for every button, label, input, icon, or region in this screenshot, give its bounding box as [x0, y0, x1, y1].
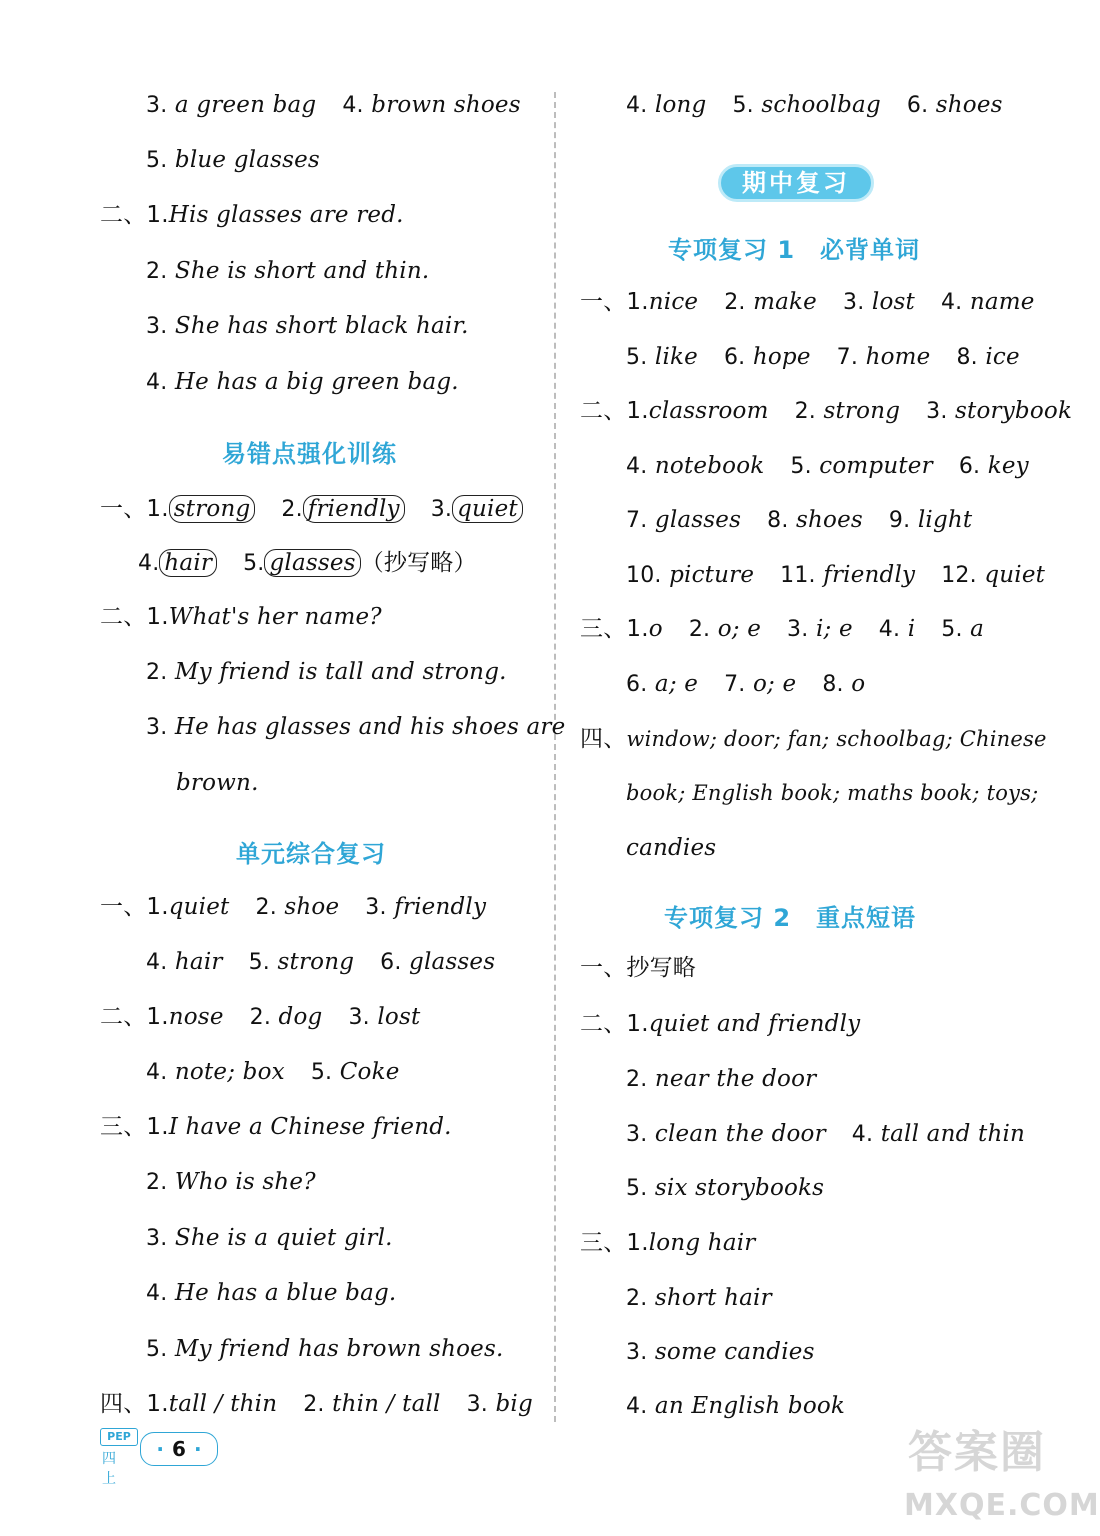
answer-line: 4. He has a big green bag. — [146, 369, 459, 395]
answer-line: 5. My friend has brown shoes. — [146, 1336, 504, 1362]
section-heading: 易错点强化训练 — [222, 440, 397, 468]
grade-label: 四上 — [102, 1451, 116, 1487]
answer-line: 二、1.What's her name? — [100, 604, 382, 630]
answer-line: candies — [626, 835, 717, 861]
answer-line: 6. a; e 7. o; e 8. o — [626, 671, 866, 697]
answer-line: 4. an English book — [626, 1393, 846, 1419]
answer-line: 4. notebook 5. computer 6. key — [626, 453, 1029, 479]
answer-line: 四、1.tall / thin 2. thin / tall 3. big — [100, 1391, 533, 1417]
section-heading: 专项复习 2 重点短语 — [664, 904, 917, 932]
page-number-box: · 6 · — [140, 1432, 218, 1466]
answer-line: 5. like 6. hope 7. home 8. ice — [626, 344, 1020, 370]
answer-line: 一、1. strong 2. friendly 3. quiet — [100, 494, 523, 525]
section-heading: 单元综合复习 — [236, 840, 386, 868]
answer-line: 三、1.o 2. o; e 3. i; e 4. i 5. a — [580, 616, 985, 642]
answer-line: 4. note; box 5. Coke — [146, 1059, 400, 1085]
circled-answer: hair — [159, 549, 217, 577]
answer-line: 二、1.classroom 2. strong 3. storybook — [580, 398, 1073, 424]
answer-line: 二、1.nose 2. dog 3. lost — [100, 1004, 421, 1030]
circled-answer: quiet — [452, 495, 523, 523]
answer-line: 2. short hair — [626, 1285, 772, 1311]
answer-line: 二、1.His glasses are red. — [100, 202, 404, 228]
watermark-logo: 答案圈 MXQE.COM — [904, 1427, 1100, 1523]
section-heading: 专项复习 1 必背单词 — [668, 236, 921, 264]
page-number: 6 — [172, 1437, 186, 1461]
answer-line: 3. clean the door 4. tall and thin — [626, 1121, 1026, 1147]
answer-line: 2. She is short and thin. — [146, 258, 430, 284]
midterm-review-badge: 期中复习 — [718, 164, 874, 202]
answer-line: brown. — [176, 770, 259, 796]
answer-line: 3. some candies — [626, 1339, 815, 1365]
answer-line: 4. He has a blue bag. — [146, 1280, 397, 1306]
answer-line: 3. She is a quiet girl. — [146, 1225, 393, 1251]
answer-line: 4. long 5. schoolbag 6. shoes — [626, 92, 1003, 118]
answer-line: 2. Who is she? — [146, 1169, 316, 1195]
answer-line: 四、window; door; fan; schoolbag; Chinese — [580, 726, 1047, 752]
answer-line: 10. picture 11. friendly 12. quiet — [626, 562, 1046, 588]
answer-line: 三、1.I have a Chinese friend. — [100, 1114, 452, 1140]
answer-line: 二、1.quiet and friendly — [580, 1011, 861, 1037]
answer-line: book; English book; maths book; toys; — [626, 781, 1039, 805]
answer-line: 2. near the door — [626, 1066, 817, 1092]
answer-line: 一、1.quiet 2. shoe 3. friendly — [100, 894, 487, 920]
answer-line: 7. glasses 8. shoes 9. light — [626, 507, 973, 533]
answer-line: 4. hair 5. glasses （抄写略） — [138, 550, 477, 576]
answer-line: 三、1.long hair — [580, 1230, 756, 1256]
answer-line: 4. hair 5. strong 6. glasses — [146, 949, 496, 975]
circled-answer: glasses — [264, 549, 360, 577]
circled-answer: strong — [169, 495, 256, 523]
answer-line: 3. She has short black hair. — [146, 313, 469, 339]
column-divider — [554, 92, 556, 1422]
answer-line: 3. a green bag 4. brown shoes — [146, 92, 521, 118]
answer-line: 一、1.nice 2. make 3. lost 4. name — [580, 289, 1035, 315]
answer-line: 5. blue glasses — [146, 147, 320, 173]
edition-badge: PEP — [100, 1428, 138, 1446]
answer-line: 5. six storybooks — [626, 1175, 825, 1201]
answer-line: 2. My friend is tall and strong. — [146, 659, 507, 685]
answer-line: 一、抄写略 — [580, 955, 696, 981]
circled-answer: friendly — [303, 495, 405, 523]
answer-line: 3. He has glasses and his shoes are — [146, 714, 566, 740]
